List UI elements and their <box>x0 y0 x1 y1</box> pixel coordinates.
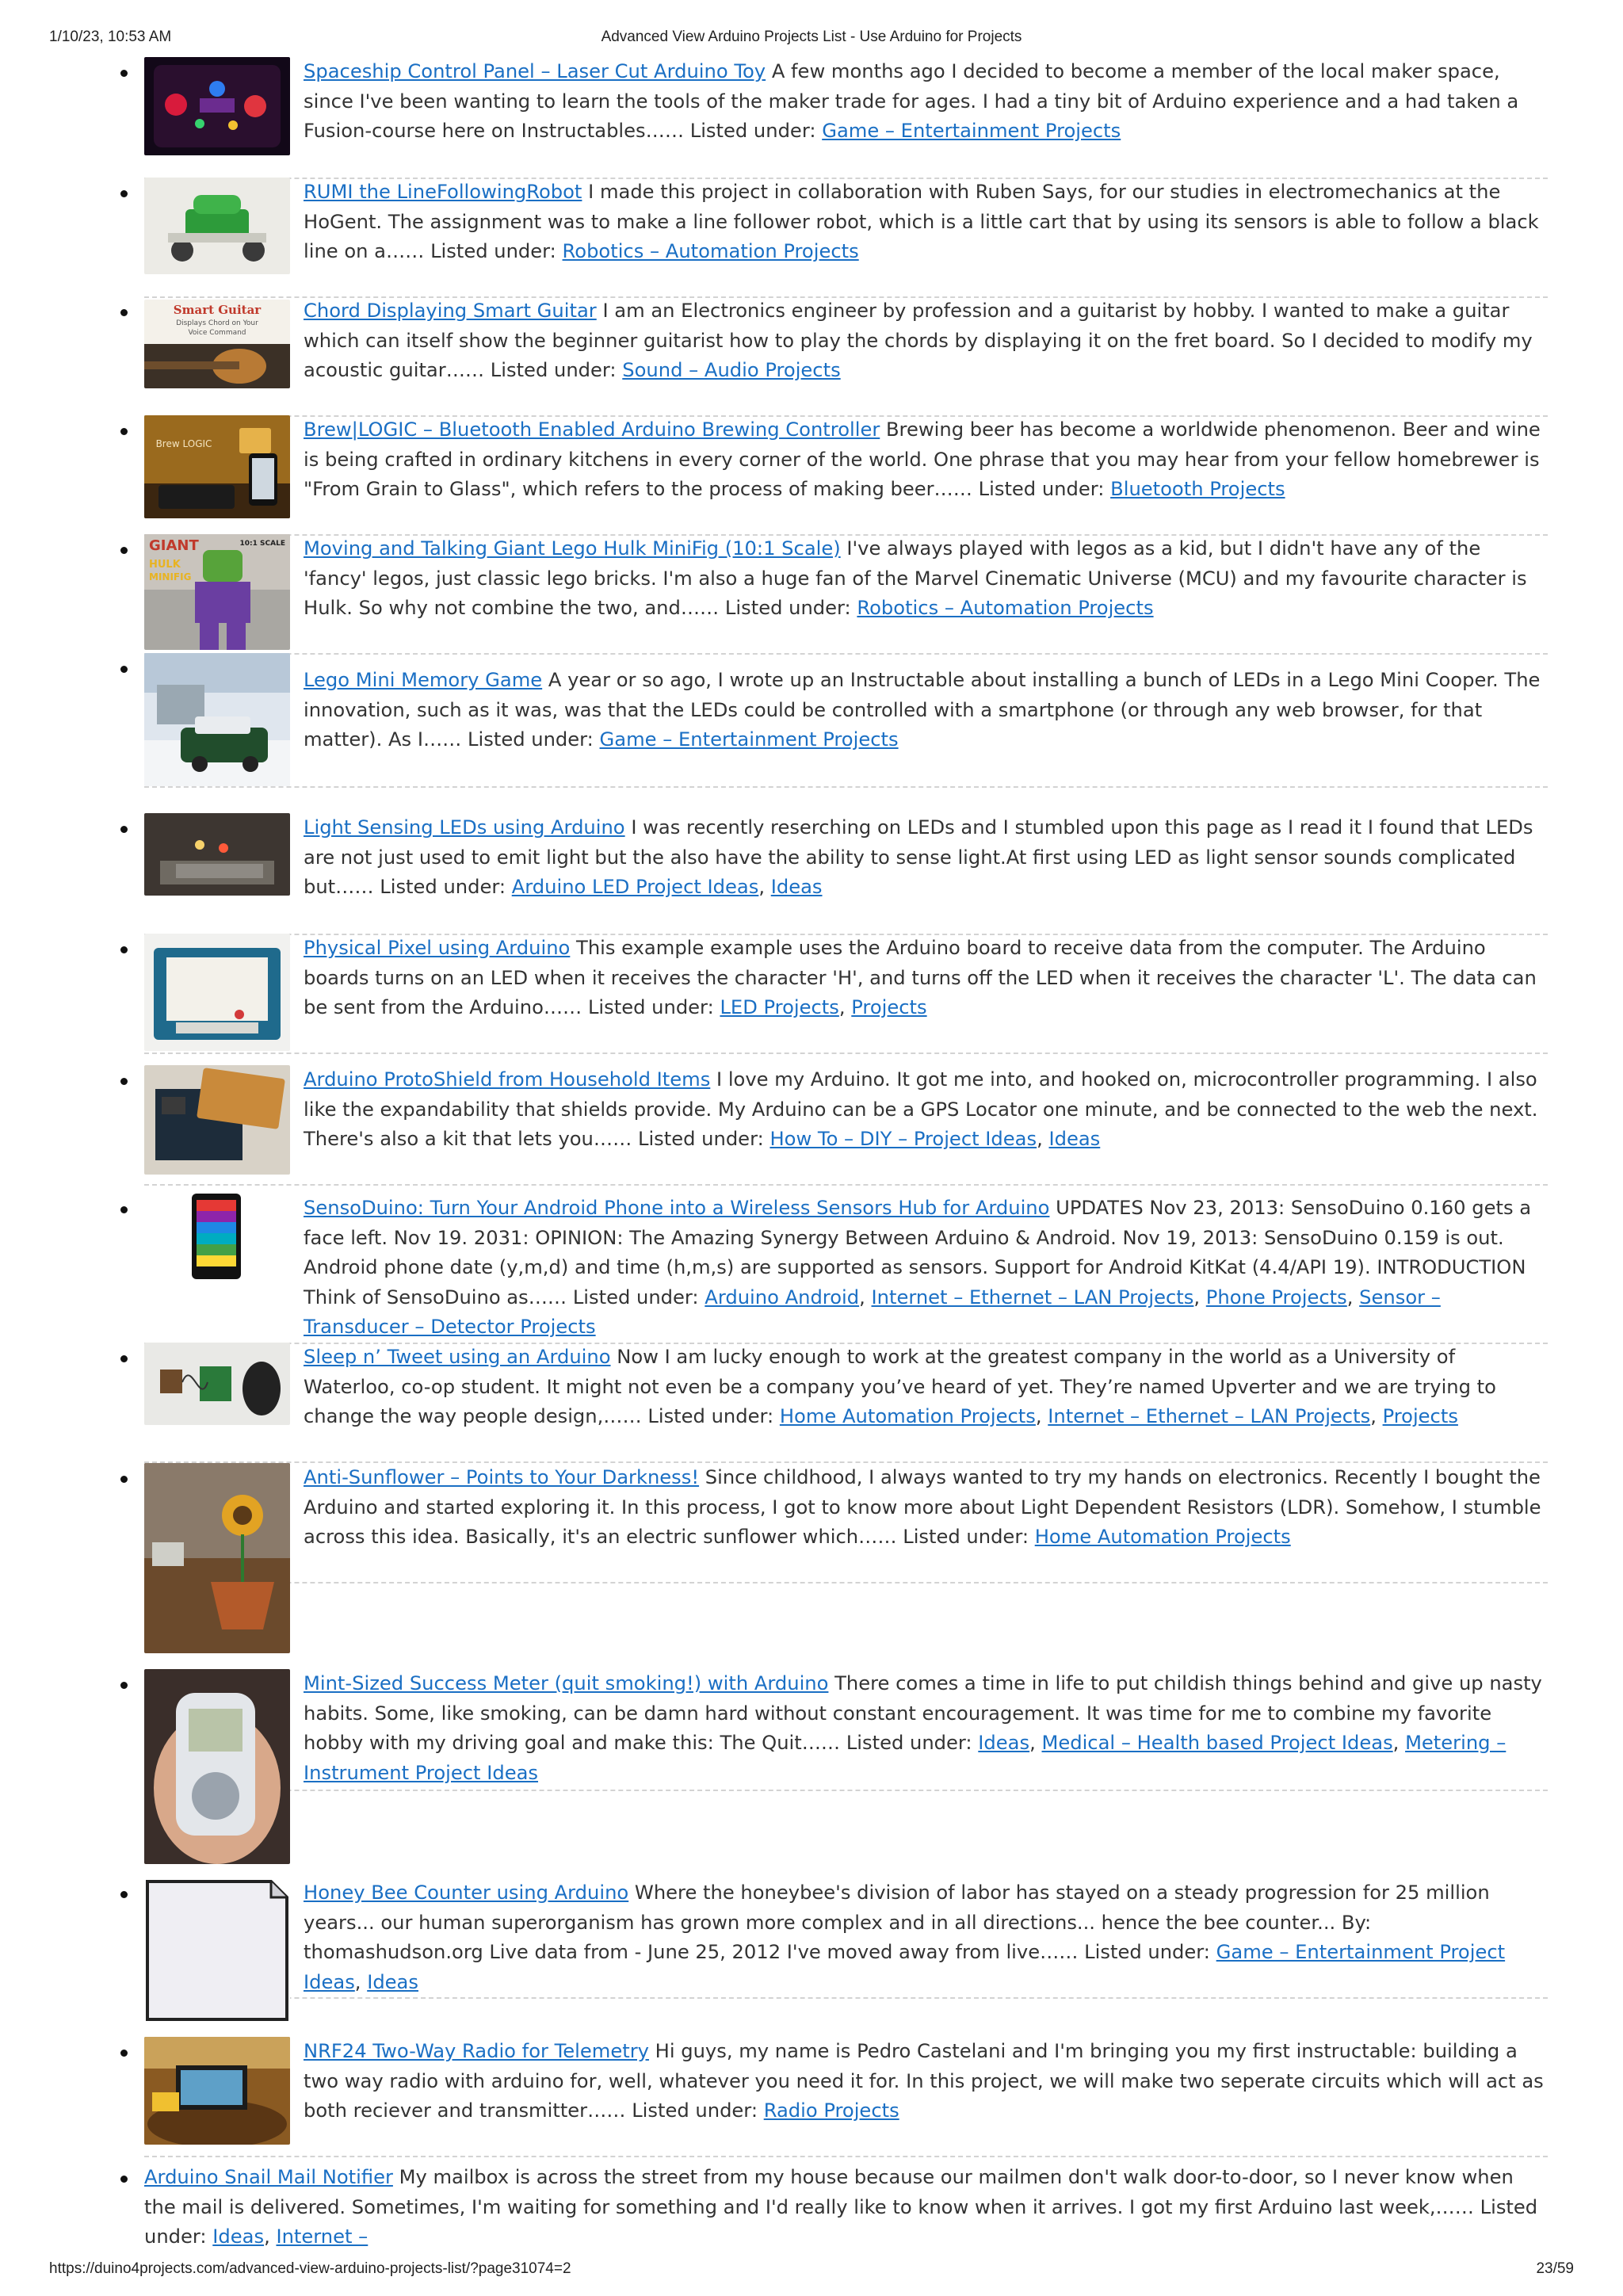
project-description: Sleep n’ Tweet using an Arduino Now I am lucky enough to work at the greatest company in the world as a University of Waterloo, co-op student. It might not even be a company you’ve heard of yet. They’re named Upverter and we are trying to change the way people design,…… Listed under: Home Automation Projects, Internet – Ethernet – LAN Projects, Projects <box>304 1346 1496 1428</box>
category-link[interactable]: Home Automation Projects <box>1034 1526 1291 1549</box>
print-url: https://duino4projects.com/advanced-view-arduino-projects-list/?page31074=2 <box>49 2260 571 2277</box>
project-description <box>304 666 1548 755</box>
project-thumbnail[interactable] <box>144 2037 290 2145</box>
thumb-caption-sub: HULK <box>149 559 181 571</box>
category-link[interactable]: LED Projects <box>720 996 839 1019</box>
project-title-link[interactable]: Moving and Talking Giant Lego Hulk MiniFig (10:1 Scale) <box>304 537 841 560</box>
project-text: Hi guys, my name is Pedro Castelani and I'm bringing you my first instructable: building a two way radio with arduino for, well, whatever you need it for. In this project, we will make two seperate circuits which will act as both reciever and transmitter…… <box>304 2040 1544 2122</box>
project-title-link[interactable]: Light Sensing LEDs using Arduino <box>304 816 625 839</box>
thumb-caption-sub: Voice Command <box>188 329 246 337</box>
project-title-link[interactable]: SensoDuino: Turn Your Android Phone into a Wireless Sensors Hub for Arduino <box>304 1197 1050 1219</box>
project-title-link[interactable]: NRF24 Two-Way Radio for Telemetry <box>304 2040 649 2062</box>
list-item <box>144 296 1548 417</box>
listed-under-label: Listed under: <box>846 1732 972 1755</box>
missing-image-icon <box>144 1878 290 2023</box>
nrf24-radio-image <box>144 2037 290 2145</box>
project-title-link[interactable]: Mint-Sized Success Meter (quit smoking!) with Arduino <box>304 1672 829 1694</box>
project-text: I love my Arduino. It got me into, and hooked on, microcontroller programming. I also like the expandability that shields provide. My Arduino can be a GPS Locator one minute, and be connected to the web the next. There's also a kit that lets you…… <box>304 1068 1538 1151</box>
project-text: UPDATES Nov 23, 2013: SensoDuino 0.160 gets a face left. Nov 19. 2031: OPINION: The Amazing Synergy Between Arduino & Android. Nov 19, 2013: SensoDuino 0.159 is out. Android phone date (y,m,d) and time (h,m,s) are supported as sensors. Support for Android KitKat (4.4/API 19). INTRODUCTION Think of SensoDuino as…… <box>304 1197 1532 1308</box>
project-text: I was recently reserching on LEDs and I stumbled upon this page as I read it I found that LEDs are not just used to emit light but the also have the ability to sense light.At first using LED as light sensor sounds complicated but…… <box>304 816 1533 899</box>
category-link[interactable]: Arduino Android <box>705 1286 860 1308</box>
project-thumbnail[interactable] <box>144 415 290 518</box>
project-title-link[interactable]: Anti-Sunflower – Points to Your Darkness! <box>304 1466 700 1488</box>
category-link[interactable]: Game – Entertainment Project Ideas <box>304 1941 1506 1993</box>
project-thumbnail[interactable] <box>144 178 290 274</box>
project-description <box>304 2037 1548 2126</box>
listed-under-label: Listed under: <box>1084 1941 1210 1964</box>
category-link[interactable]: Ideas <box>212 2225 265 2248</box>
project-text: There comes a time in life to put childish things behind and give up nasty habits. Some, like smoking, can be damn hard without constant encouragement. It was time for me to combine my favorite hobby with my driving goal and make this: The Quit…… <box>304 1672 1542 1755</box>
category-link[interactable]: How To – DIY – Project Ideas <box>769 1128 1037 1151</box>
list-item <box>144 178 1548 298</box>
listed-under-label: Listed under: <box>430 240 556 263</box>
project-description: Light Sensing LEDs using Arduino I was recently reserching on LEDs and I stumbled upon this page as I read it I found that LEDs are not just used to emit light but the also have the ability to sense light.At first using LED as light sensor sounds complicated but…… Listed under: Arduino LED Project Ideas, Ideas <box>304 816 1533 899</box>
lego-hulk-image <box>144 534 290 650</box>
thumb-caption-sub: MINIFIG <box>149 571 192 583</box>
project-title-link[interactable]: RUMI the LineFollowingRobot <box>304 181 582 203</box>
category-link[interactable]: Metering – Instrument Project Ideas <box>304 1732 1507 1784</box>
light-sensing-leds-image <box>144 813 290 896</box>
project-text: I've always played with legos as a kid, but I didn't have any of the 'fancy' legos, just classic lego bricks. I'm also a huge fan of the Marvel Cinematic Universe (MCU) and my favourite character is Hulk. So why not combine the two, and…… <box>304 537 1527 620</box>
listed-under-label: Listed under: <box>724 597 851 620</box>
project-title-link[interactable]: Brew|LOGIC – Bluetooth Enabled Arduino Brewing Controller <box>304 418 880 441</box>
project-description: Mint-Sized Success Meter (quit smoking!) with Arduino There comes a time in life to put childish things behind and give up nasty habits. Some, like smoking, can be damn hard without constant encouragement. It was time for me to combine my favorite hobby with my driving goal and make this: The Quit…… Listed under: Ideas, Medical – Health based Project Ideas, Metering – Instrument Project Ideas <box>304 1672 1542 1784</box>
project-title-link[interactable]: Lego Mini Memory Game <box>304 669 543 691</box>
project-text: This example example uses the Arduino board to receive data from the computer. The Arduino boards turns on an LED when it receives the character 'H', and turns off the LED when it receives the character 'L'. The data can be sent from the Arduino…… <box>304 937 1537 1019</box>
lego-mini-cooper-image <box>144 653 290 786</box>
listed-under-label: Listed under: <box>647 1405 774 1428</box>
project-description: Honey Bee Counter using Arduino Where the honeybee's division of labor has stayed on a steady progression for 25 million years... our human superorganism has grown more complex and in all directions... hence the bee counter... By: thomashudson.org Live data from - June 25, 2012 I've moved away from live…… Listed under: Game – Entertainment Project Ideas, Ideas <box>304 1881 1506 1993</box>
category-link[interactable]: Game – Entertainment Projects <box>822 120 1121 143</box>
thumb-caption-title: Brew LOGIC <box>155 438 212 449</box>
project-thumbnail[interactable] <box>144 1669 290 1864</box>
project-text: A few months ago I decided to become a member of the local maker space, since I've been wanting to learn the tools of the maker trade for ages. I had a tiny bit of Arduino experience and a had taken a Fusion-course here on Instructables…… <box>304 60 1519 143</box>
sleep-tweet-image <box>144 1343 290 1425</box>
category-link[interactable]: Internet – <box>276 2225 369 2248</box>
print-datetime: 1/10/23, 10:53 AM <box>49 29 172 45</box>
project-title-link[interactable]: Sleep n’ Tweet using an Arduino <box>304 1346 611 1368</box>
listed-under-label: Listed under: <box>632 2099 758 2122</box>
project-title-link[interactable]: Chord Displaying Smart Guitar <box>304 300 597 322</box>
project-description <box>304 1463 1548 1553</box>
category-link[interactable]: Bluetooth Projects <box>1110 478 1285 501</box>
listed-under-label: Listed under: <box>587 996 714 1019</box>
project-thumbnail[interactable] <box>144 1194 290 1282</box>
category-link[interactable]: Arduino LED Project Ideas <box>511 876 759 899</box>
project-text: Where the honeybee's division of labor has stayed on a steady progression for 25 million years... our human superorganism has grown more complex and in all directions... hence the bee counter... By: thomashudson.org Live data from - June 25, 2012 I've moved away from live…… <box>304 1881 1490 1964</box>
list-item <box>144 1343 1548 1463</box>
thumb-caption-title: GIANT <box>149 537 199 554</box>
project-text: Since childhood, I always wanted to try my hands on electronics. Recently I bought the Arduino and started exploring it. In this process, I got to know more about Light Dependent Resistors (LDR). Somehow, I stumble across this idea. Basically, it's an electric sunflower which…… <box>304 1466 1541 1549</box>
category-link[interactable]: Sensor – Transducer – Detector Projects <box>304 1286 1441 1339</box>
print-page-title: Advanced View Arduino Projects List - Use Arduino for Projects <box>601 29 1022 45</box>
project-text: A year or so ago, I wrote up an Instructable about installing a bunch of LEDs in a Lego Mini Cooper. The innovation, such as it was, was that the LEDs could be controlled with a smartphone (or through any web browser, for that matter). As I…… <box>304 669 1541 751</box>
print-page-number: 23/59 <box>1536 2260 1574 2277</box>
arduino-breadboard-image <box>144 934 290 1051</box>
project-thumbnail[interactable] <box>144 300 290 388</box>
listed-under-label: Listed under: <box>637 1128 764 1151</box>
list-item <box>144 1065 1548 1186</box>
project-text: Brewing beer has become a worldwide phenomenon. Beer and wine is being crafted in ordinary kitchens in every corner of the world. One phrase that you may hear from your fellow homebrewer is "From Grain to Glass", which refers to the process of making beer…… <box>304 418 1541 501</box>
smart-guitar-image <box>144 300 290 388</box>
project-title-link[interactable]: Arduino Snail Mail Notifier <box>144 2166 393 2188</box>
listed-under-label: Listed under: <box>468 728 594 751</box>
category-link[interactable]: Ideas <box>1048 1128 1101 1151</box>
project-title-link[interactable]: Physical Pixel using Arduino <box>304 937 571 959</box>
project-description <box>304 57 1548 147</box>
category-link[interactable]: Phone Projects <box>1205 1286 1347 1308</box>
project-description <box>304 178 1548 267</box>
project-thumbnail[interactable] <box>144 1065 290 1175</box>
project-thumbnail[interactable] <box>144 1463 290 1653</box>
project-text: My mailbox is across the street from my house because our mailmen don't walk door-to-door, so I never know when the mail is delivered. Sometimes, I'm waiting for something and I'd really like to know when it arrives. I got my first Arduino last week,…… <box>144 2166 1514 2218</box>
protoshield-image <box>144 1065 290 1175</box>
category-link[interactable]: Projects <box>1382 1405 1458 1428</box>
category-link[interactable]: Ideas <box>978 1732 1030 1755</box>
project-thumbnail[interactable] <box>144 934 290 1051</box>
project-thumbnail[interactable] <box>144 1343 290 1425</box>
anti-sunflower-image <box>144 1463 290 1653</box>
listed-under-label: Listed under: <box>689 120 816 143</box>
listed-under-label: Listed under: <box>903 1526 1029 1549</box>
project-title-link[interactable]: Arduino ProtoShield from Household Items <box>304 1068 711 1091</box>
list-item <box>144 1669 1548 1791</box>
spaceship-panel-image <box>144 57 290 155</box>
print-footer <box>49 2260 1574 2281</box>
project-description <box>304 415 1548 505</box>
project-description: SensoDuino: Turn Your Android Phone into a Wireless Sensors Hub for Arduino UPDATES Nov 23, 2013: SensoDuino 0.160 gets a face left. Nov 19. 2031: OPINION: The Amazing Synergy Between Arduino & Android. Nov 19, 2013: SensoDuino 0.159 is out. Android phone date (y,m,d) and time (h,m,s) are supported as sensors. Support for Android KitKat (4.4/API 19). INTRODUCTION Think of SensoDuino as…… Listed under: Arduino Android, Internet – Ethernet – LAN Projects, Phone Projects, Sensor – Transducer – Detector Projects <box>304 1197 1532 1339</box>
thumb-caption-title: Smart Guitar <box>173 303 262 317</box>
category-link[interactable]: Game – Entertainment Projects <box>599 728 899 751</box>
list-item <box>144 415 1548 536</box>
project-thumbnail[interactable] <box>144 534 290 650</box>
category-link[interactable]: Ideas <box>770 876 823 899</box>
listed-under-label: Listed under: <box>144 2195 1538 2248</box>
category-link[interactable]: Ideas <box>367 1970 418 1993</box>
list-item <box>144 1878 1548 1999</box>
print-header <box>49 29 1574 49</box>
project-text: I made this project in collaboration with Ruben Says, for our studies in electromechanics at the HoGent. The assignment was to make a line follower robot, which is a little cart that by using its sensors is able to follow a black line on a…… <box>304 181 1539 263</box>
list-item <box>144 2037 1548 2157</box>
list-item <box>144 813 1548 935</box>
project-title-link[interactable]: Spaceship Control Panel – Laser Cut Arduino Toy <box>304 60 766 82</box>
list-item <box>144 1463 1548 1584</box>
category-link[interactable]: Sound – Audio Projects <box>622 359 841 382</box>
project-text: I am an Electronics engineer by profession and a guitarist by hobby. I wanted to make a guitar which can itself show the beginner guitarist how to play the chords by displaying it on the fret board. So I decided to modify my acoustic guitar…… <box>304 300 1533 382</box>
success-meter-image <box>144 1669 290 1864</box>
list-item <box>144 534 1548 655</box>
list-item <box>144 1194 1548 1344</box>
listed-under-label: Listed under: <box>380 876 506 899</box>
brewing-controller-image <box>144 415 290 518</box>
project-description: Arduino ProtoShield from Household Items I love my Arduino. It got me into, and hooked on, microcontroller programming. I also like the expandability that shields provide. My Arduino can be a GPS Locator one minute, and be connected to the web the next. There's also a kit that lets you…… Listed under: How To – DIY – Project Ideas, Ideas <box>304 1068 1538 1151</box>
line-follower-robot-image <box>144 178 290 274</box>
project-description: Arduino Snail Mail Notifier My mailbox is across the street from my house because our mailmen don't walk door-to-door, so I never know when the mail is delivered. Sometimes, I'm waiting for something and I'd really like to know when it arrives. I got my first Arduino last week,…… Listed under: Ideas, Internet – <box>144 2166 1538 2248</box>
thumb-caption-sub: Displays Chord on Your <box>176 319 258 327</box>
project-title-link[interactable]: Honey Bee Counter using Arduino <box>304 1881 629 1904</box>
category-link[interactable]: Robotics – Automation Projects <box>857 597 1154 620</box>
listed-under-label: Listed under: <box>572 1286 699 1308</box>
project-text: Now I am lucky enough to work at the greatest company in the world as a University of Waterloo, co-op student. It might not even be a company you’ve heard of yet. They’re named Upverter and we are trying to change the way people design,…… <box>304 1346 1496 1428</box>
category-link[interactable]: Projects <box>851 996 927 1019</box>
category-link[interactable]: Medical – Health based Project Ideas <box>1041 1732 1393 1755</box>
project-thumbnail[interactable] <box>144 57 290 155</box>
project-thumbnail[interactable] <box>144 653 290 786</box>
category-link[interactable]: Home Automation Projects <box>779 1405 1036 1428</box>
thumb-caption-scale: 10:1 SCALE <box>239 540 285 548</box>
list-item <box>144 934 1548 1054</box>
category-link[interactable]: Internet – Ethernet – LAN Projects <box>871 1286 1194 1308</box>
list-item <box>144 57 1548 179</box>
project-description <box>304 534 1548 624</box>
listed-under-label: Listed under: <box>490 359 617 382</box>
project-description: Physical Pixel using Arduino This example example uses the Arduino board to receive data from the computer. The Arduino boards turns on an LED when it receives the character 'H', and turns off the LED when it receives the character 'L'. The data can be sent from the Arduino…… Listed under: LED Projects, Projects <box>304 937 1537 1019</box>
project-description <box>304 296 1548 386</box>
category-link[interactable]: Internet – Ethernet – LAN Projects <box>1048 1405 1371 1428</box>
category-link[interactable]: Radio Projects <box>763 2099 899 2122</box>
project-thumbnail[interactable] <box>144 1878 290 2023</box>
list-item <box>144 653 1548 788</box>
listed-under-label: Listed under: <box>978 478 1105 501</box>
list-item <box>144 2163 1548 2248</box>
android-phone-image <box>144 1194 290 1282</box>
category-link[interactable]: Robotics – Automation Projects <box>562 240 859 263</box>
project-thumbnail[interactable] <box>144 813 290 896</box>
